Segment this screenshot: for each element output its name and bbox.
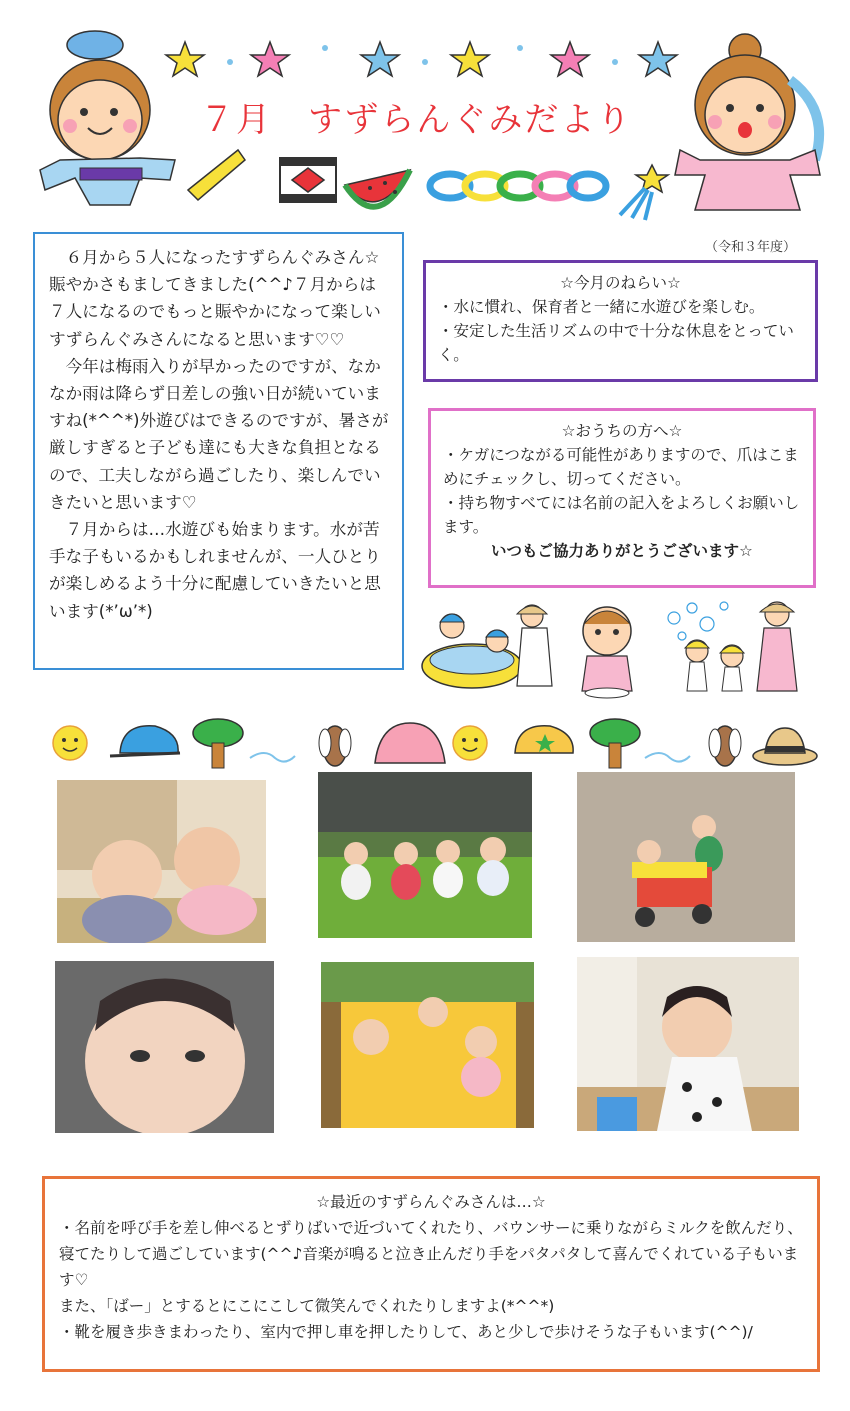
aims-item: ・水に慣れ、保育者と一緒に水遊びを楽しむ。 [438,298,765,316]
star-icon [166,42,677,76]
cap-icon [515,726,573,753]
recent-line: また、「ばー」とするとにこにこして微笑んでくれたりしますよ(*^^*) [59,1297,555,1315]
sun-icon [453,726,487,760]
home-item: ・ケガにつながる可能性がありますので、爪はこまめにチェックし、切ってください。 [443,446,799,488]
photo-baby-closeup [55,961,274,1133]
photo-four-babies-lawn [318,772,532,938]
aims-item: ・安定した生活リズムの中で十分な休息をとっていく。 [438,322,794,364]
shell-icon [375,723,445,763]
straw-hat-icon [753,728,817,765]
star-icon [620,165,668,220]
intro-paragraph: ７月からは…水遊びも始まります。水が苦手な子もいるかもしれませんが、一人ひとりが楽しめるよう十分に配慮していきたいと思います(*’ω’*) [49,520,381,621]
intro-paragraph: ６月から５人になったすずらんぐみさん☆賑やかさもましてきました(^^♪７月からは７人になるのでもっと賑やかになって楽しいすずらんぐみさんになると思います♡♡ [49,248,381,349]
page-title: ７月 すずらんぐみだより [200,100,633,140]
recent-line: ・靴を履き歩きまわったり、室内で押し車を押したりして、あと少しで歩けそうな子もいます(^^)/ [59,1323,753,1341]
photo-babies-stroller [321,962,534,1128]
home-title: ☆おうちの方へ☆ [561,422,683,440]
home-thanks: いつもご協力ありがとうございます☆ [491,542,753,560]
photo-babies-crawling [57,780,266,943]
water-play-illustration [412,596,812,701]
sun-icon [53,726,87,760]
tree-icon [590,719,640,768]
intro-letter [33,232,404,670]
home-item: ・持ち物すべてには名前の記入をよろしくお願いします。 [443,494,800,536]
paper-chain-icon [430,174,606,198]
intro-paragraph: 今年は梅雨入りが早かったのですが、なかなか雨は降らず日差しの強い日が続いていますね(*^^*)外遊びはできるのですが、暑さが厳しすぎると子ども達にも大きな負担となるので、工夫しながら過ごしたり、楽しんでいきたいと思います♡ [49,356,389,512]
notice-to-families [428,408,816,588]
cicada-icon [319,726,351,766]
photo-baby-smiling [577,957,799,1131]
tanabata-hikoboshi-icon [40,31,175,205]
monthly-aims [423,260,818,382]
tanabata-orihime-icon [675,34,820,210]
watermelon-icon [345,170,410,207]
cicada-icon [709,726,741,766]
cap-icon [110,726,180,756]
recent-line: ・名前を呼び手を差し伸べるとずりばいで近づいてくれたり、バウンサーに乗りながらミルクを飲んだり、寝てたりして過ごしています(^^♪音楽が鳴ると泣き止んだり手をパタパタして喜んでくれている子もいます♡ [59,1219,803,1289]
summer-divider [40,708,820,778]
recent-activities [42,1176,820,1372]
fiscal-year: （令和３年度） [705,240,797,255]
recent-title: ☆最近のすずらんぐみさんは…☆ [316,1193,546,1211]
photo-push-cart [577,772,795,942]
aims-title: ☆今月のねらい☆ [560,274,681,292]
tree-icon [193,719,243,768]
